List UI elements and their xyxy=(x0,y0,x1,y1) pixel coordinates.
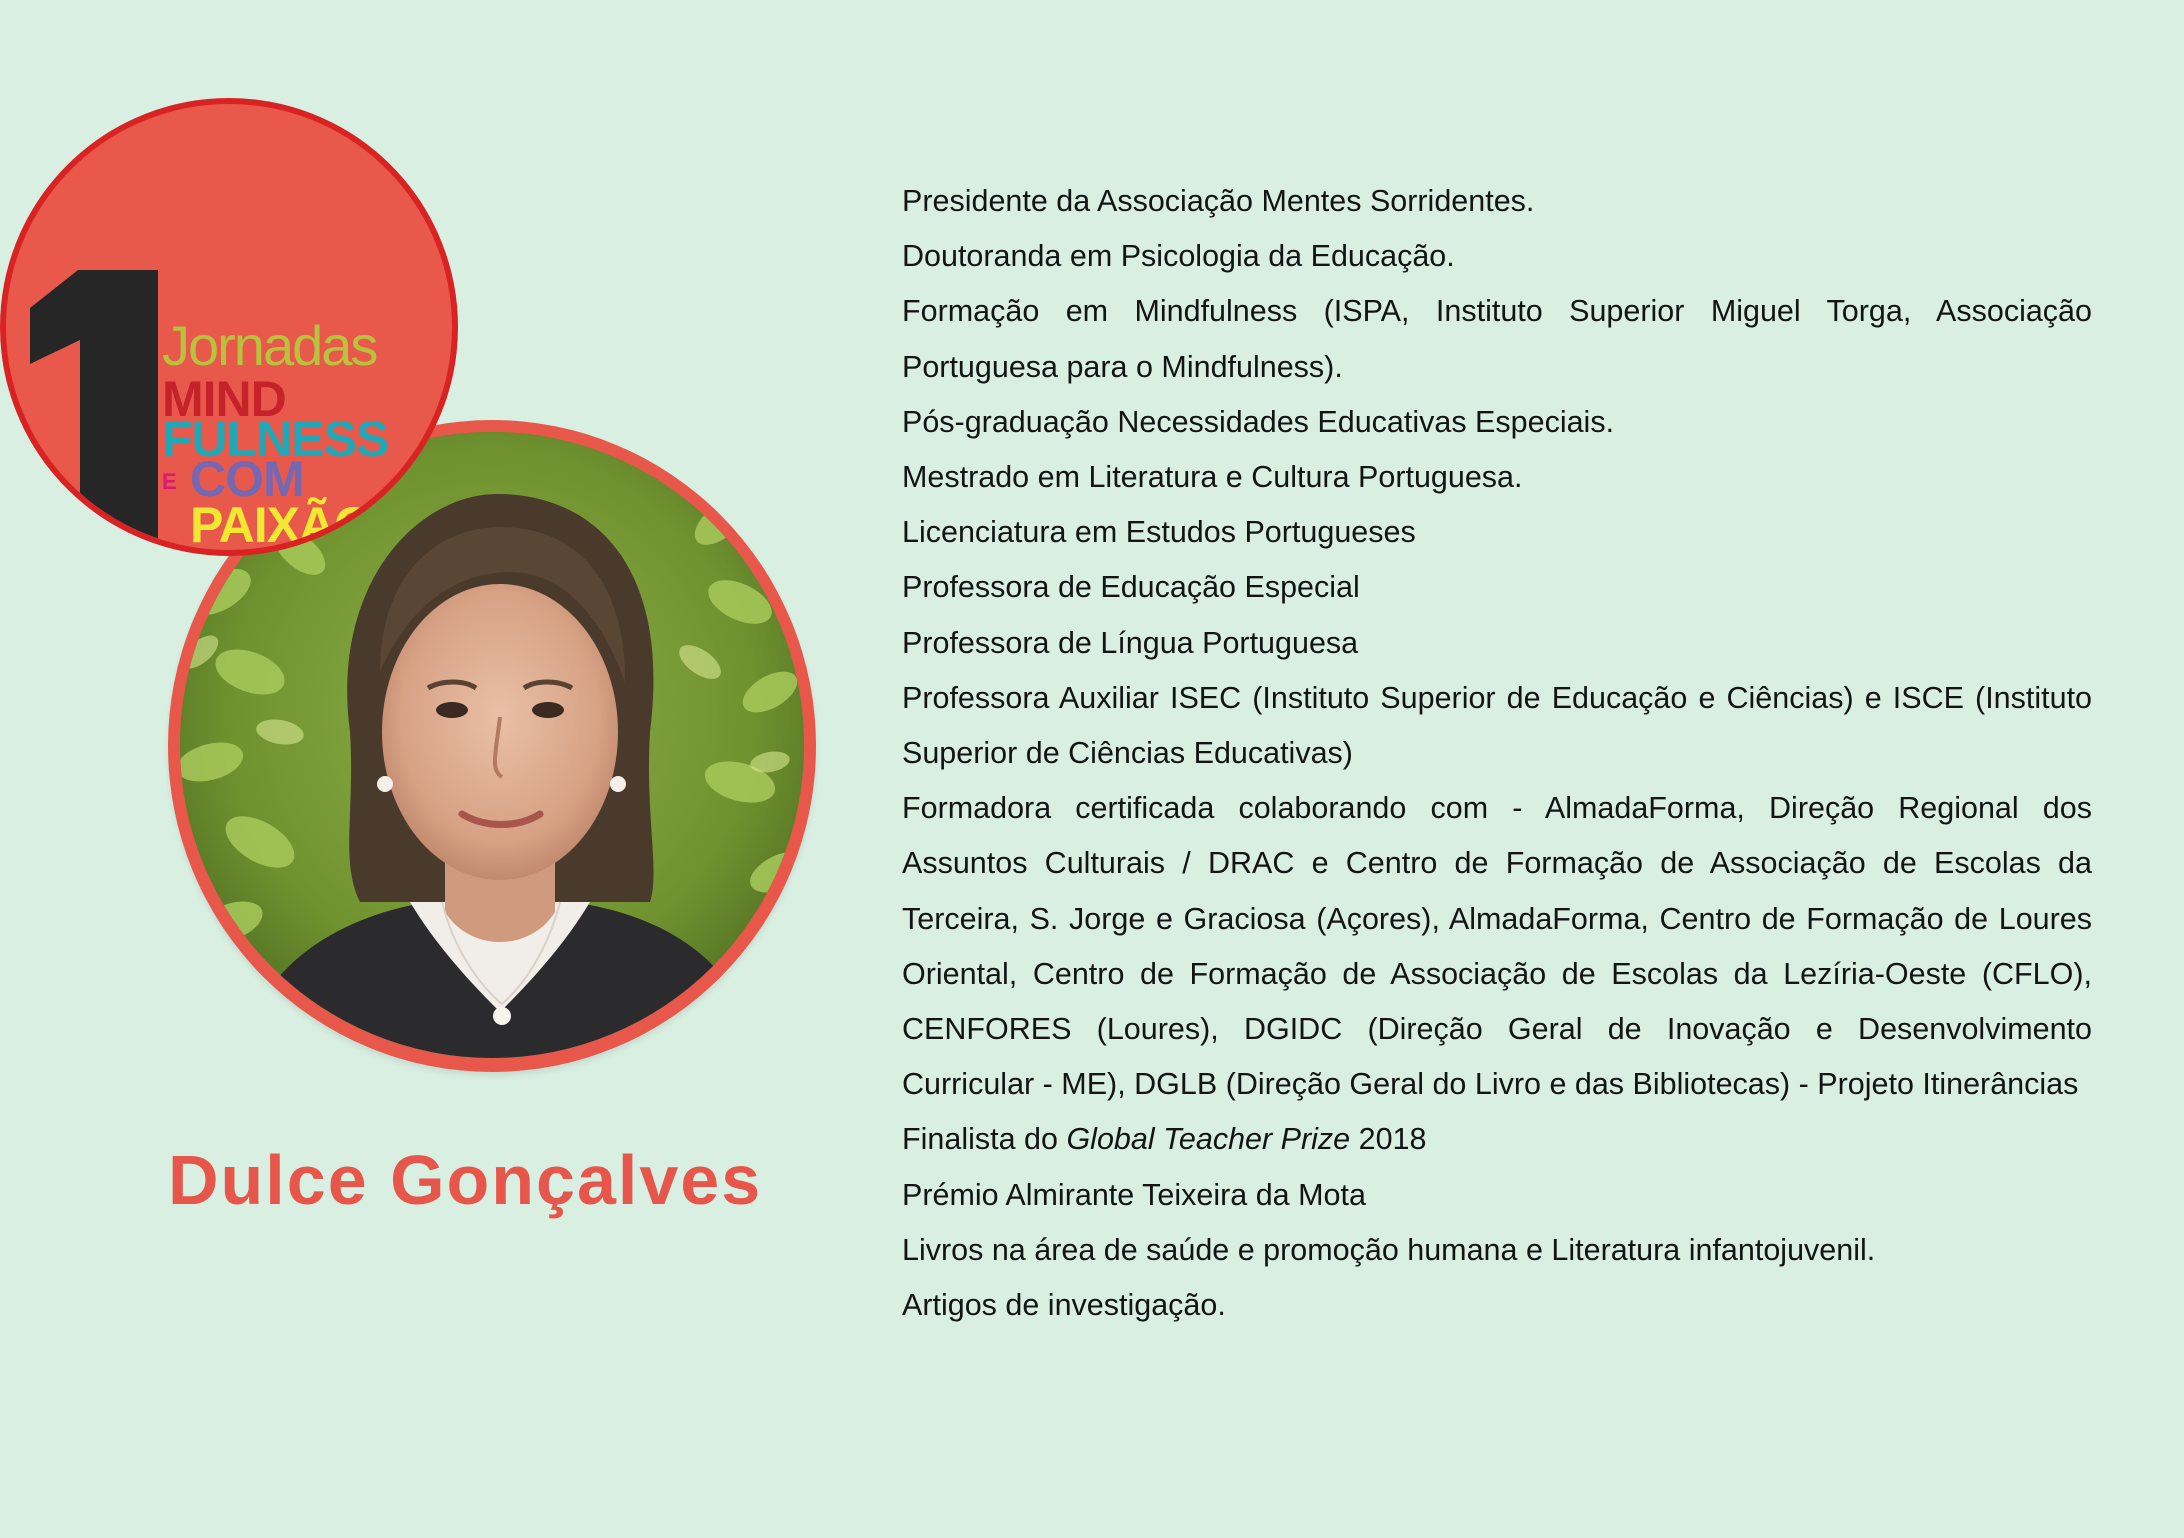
bio-item: Presidente da Associação Mentes Sorridentes. xyxy=(902,184,1535,218)
bio-item: Professora de Educação Especial xyxy=(902,570,1360,605)
bio-item: Prémio Almirante Teixeira da Mota xyxy=(902,1177,1366,1212)
logo-mind-text: MIND xyxy=(162,371,286,427)
bio-item: Formação em Mindfulness (ISPA, Instituto Superior Miguel Torga, Associação Portuguesa para o Mindfulness). xyxy=(902,294,2092,384)
logo-com-text: COM xyxy=(190,451,304,507)
event-logo xyxy=(0,98,458,556)
biography xyxy=(902,174,2092,1333)
logo-paixao-text: PAIXÃO xyxy=(190,497,372,553)
logo-number-one xyxy=(28,270,158,556)
person-name: Dulce Gonçalves xyxy=(168,1141,763,1219)
bio-item: Doutoranda em Psicologia da Educação. xyxy=(902,239,1455,274)
logo-number-glyph xyxy=(28,270,158,556)
logo-fulness-text: FULNESS xyxy=(162,411,389,467)
bio-item: Professora Auxiliar ISEC (Instituto Superior de Educação e Ciências) e ISCE (Instituto Superior de Ciências Educativas) xyxy=(902,680,2092,771)
prize-year: 2018 xyxy=(1350,1122,1427,1157)
logo-jornadas-text: Jornadas xyxy=(162,314,377,377)
bio-item: Licenciatura em Estudos Portugueses xyxy=(902,515,1416,550)
logo-connector-text: E xyxy=(162,469,177,494)
bio-item: Mestrado em Literatura e Cultura Portuguesa. xyxy=(902,460,1523,495)
bio-item: Livros na área de saúde e promoção humana e Literatura infantojuvenil. xyxy=(902,1232,1876,1267)
bio-prize-item xyxy=(902,1112,2092,1167)
bio-item: Pós-graduação Necessidades Educativas Especiais. xyxy=(902,404,1615,439)
bio-item: Artigos de investigação. xyxy=(902,1288,1226,1323)
prize-prefix: Finalista do xyxy=(902,1122,1067,1157)
bio-item: Formadora certificada colaborando com - AlmadaForma, Direção Regional dos Assuntos Culturais / DRAC e Centro de Formação de Associação de Escolas da Terceira, S. Jorge e Graciosa (Açores), AlmadaForma, Centro de Formação de Loures Oriental, Centro de Formação de Associação de Escolas da Lezíria-Oeste (CFLO), CENFORES (Loures), DGIDC (Direção Geral de Inovação e Desenvolvimento Curricular - ME), DGLB (Direção Geral do Livro e das Bibliotecas) - Projeto Itinerâncias xyxy=(902,791,2092,1102)
bio-item: Professora de Língua Portuguesa xyxy=(902,625,1359,660)
prize-name: Global Teacher Prize xyxy=(1066,1122,1351,1157)
